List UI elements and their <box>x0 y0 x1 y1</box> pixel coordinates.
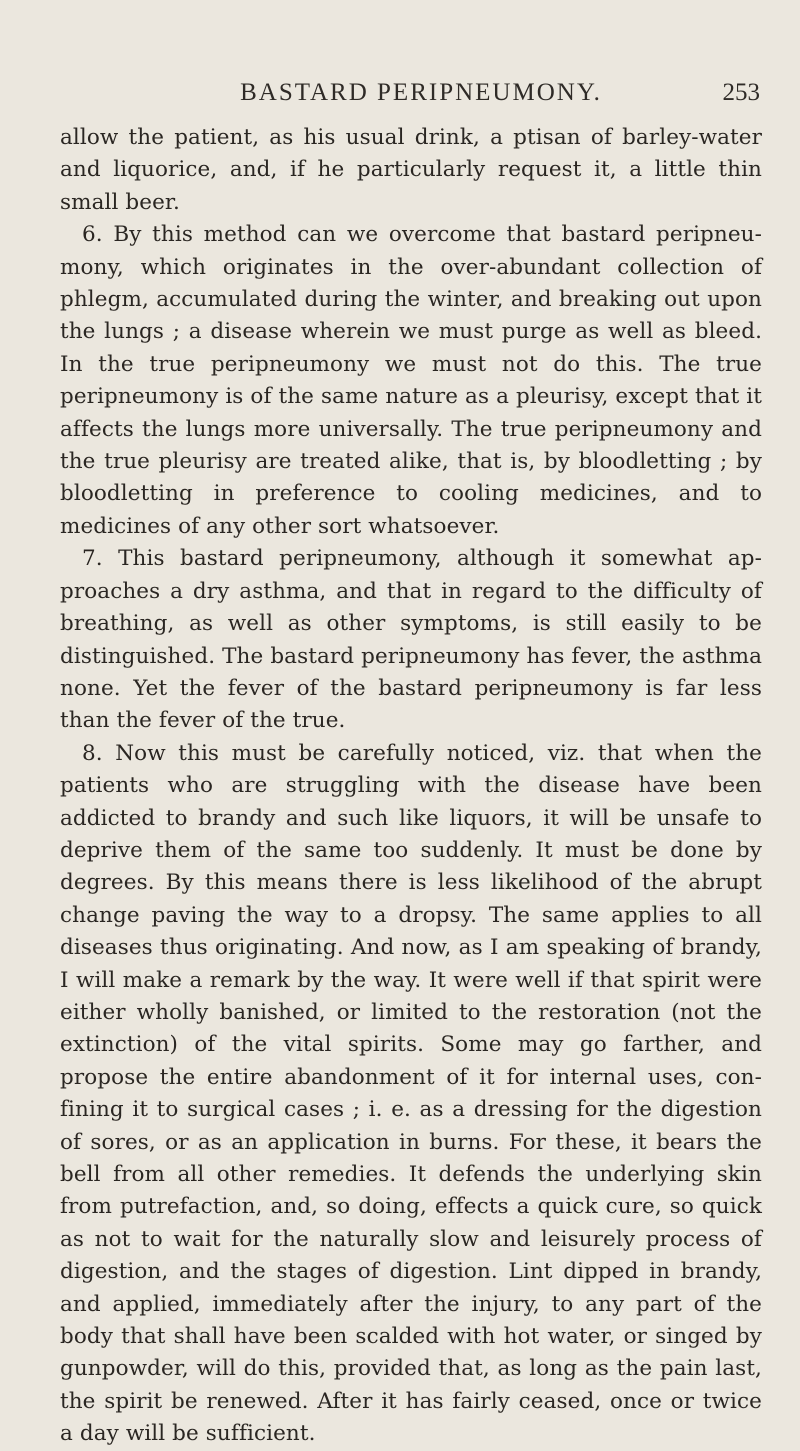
page-number: 253 <box>722 79 760 106</box>
paragraph-7: 7. This bastard peripneumony, although it somewhat ap-proaches a dry asthma, and that in regard to the difficulty of breathing, as well as other symptoms, is still easily to be distinguished. The bastard peripneumony has fever, the asthma none. Yet the fever of the bastard peripneumony is far less than the fever of the true. <box>60 546 762 734</box>
paragraph-6: 6. By this method can we overcome that bastard peripneu-mony, which originates in the over-abundant collection of phlegm, accumulated during the winter, and breaking out upon the lungs ; a disease wherein we must purge as well as bleed. In the true peripneumony we must not do this. The true peripneumony is of the same nature as a pleurisy, except that it affects the lungs more universally. The true peripneumony and the true pleurisy are treated alike, that is, by bloodletting ; by bloodletting in preference to cooling medicines, and to medicines of any other sort whatsoever. <box>60 222 762 539</box>
paragraph-8: 8. Now this must be carefully noticed, viz. that when the patients who are struggling with the disease have been addicted to brandy and such like liquors, it will be unsafe to deprive them of the same too suddenly. It must be done by degrees. By this means there is less likelihood of the abrupt change paving the way to a dropsy. The same applies to all diseases thus originating. And now, as I am speaking of brandy, I will make a remark by the way. It were well if that spirit were either wholly banished, or limited to the restoration (not the extinction) of the vital spirits. Some may go farther, and propose the entire abandonment of it for internal uses, con-fining it to surgical cases ; i. e. as a dressing for the digestion of sores, or as an application in burns. For these, it bears the bell from all other remedies. It defends the underlying skin from putrefaction, and, so doing, effects a quick cure, so quick as not to wait for the naturally slow and leisurely process of digestion, and the stages of digestion. Lint dipped in brandy, and applied, immediately after the injury, to any part of the body that shall have been scalded with hot water, or singed by gunpowder, will do this, provided that, as long as the pain last, the spirit be renewed. After it has fairly ceased, once or twice a day will be sufficient. <box>60 740 762 1447</box>
running-head <box>60 78 762 108</box>
body-text <box>60 122 762 1451</box>
running-title: BASTARD PERIPNEUMONY. <box>240 79 602 106</box>
paragraph-continuation: allow the patient, as his usual drink, a ptisan of barley-water and liquorice, and, if he particularly request it, a little thin small beer. <box>60 125 762 215</box>
